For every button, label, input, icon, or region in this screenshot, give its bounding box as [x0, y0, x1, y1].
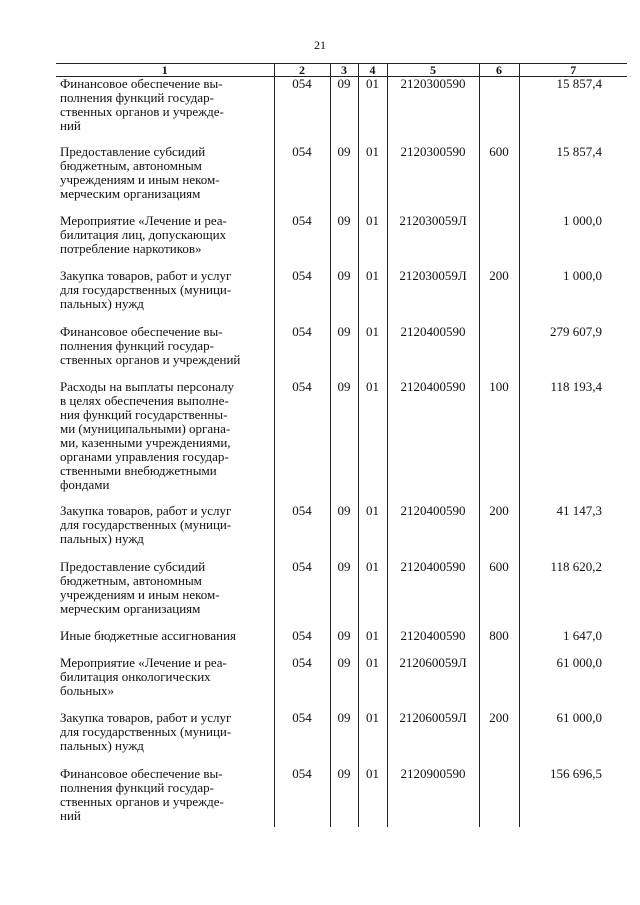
subsection-cell: 01 — [358, 325, 387, 380]
table-row — [56, 504, 627, 560]
section-cell: 09 — [330, 504, 358, 560]
row-name-cell: Предоставление субсидий бюджетным, автономным учреждениям и иным неком- мерческим организациям — [60, 144, 220, 201]
expense-type-cell: 200 — [479, 711, 519, 767]
table-row — [56, 711, 627, 767]
subsection-cell: 01 — [358, 629, 387, 656]
table-body — [56, 77, 627, 828]
target-article-cell: 2120900590 — [387, 767, 479, 827]
row-name-cell: Иные бюджетные ассигнования — [60, 628, 237, 643]
target-article-cell: 212060059Л — [387, 711, 479, 767]
header-col-2: 2 — [274, 64, 330, 77]
section-cell: 09 — [330, 656, 358, 711]
target-article-cell: 2120400590 — [387, 380, 479, 504]
subsection-cell: 01 — [358, 145, 387, 214]
row-name-cell: Расходы на выплаты персоналу в целях обеспечения выполне- ния функций государственны- ми (муниципальными) органа- ми, казенными учреждениями, органами управления государ- ственными внебюджетными фондами — [60, 379, 235, 492]
chapter-code-cell: 054 — [274, 380, 330, 504]
table-header-row — [56, 64, 627, 77]
expense-type-cell — [479, 77, 519, 146]
header-col-6: 6 — [479, 64, 519, 77]
table-row — [56, 269, 627, 325]
amount-cell: 1 000,0 — [519, 214, 627, 269]
chapter-code-cell: 054 — [274, 77, 330, 146]
row-name-cell: Закупка товаров, работ и услуг для государственных (муници- пальных) нужд — [60, 710, 232, 753]
row-name-cell: Финансовое обеспечение вы- полнения функций государ- ственных органов и учреждений — [60, 324, 241, 367]
expense-type-cell — [479, 656, 519, 711]
amount-cell: 1 647,0 — [519, 629, 627, 656]
header-col-4: 4 — [358, 64, 387, 77]
amount-cell: 61 000,0 — [519, 656, 627, 711]
header-col-7: 7 — [519, 64, 627, 77]
row-name-cell: Мероприятие «Лечение и реа- билитация лиц, допускающих потребление наркотиков» — [60, 213, 227, 256]
expense-type-cell — [479, 767, 519, 827]
amount-cell: 61 000,0 — [519, 711, 627, 767]
chapter-code-cell: 054 — [274, 656, 330, 711]
expense-type-cell — [479, 325, 519, 380]
amount-cell: 1 000,0 — [519, 269, 627, 325]
subsection-cell: 01 — [358, 380, 387, 504]
amount-cell: 118 620,2 — [519, 560, 627, 629]
table-row — [56, 214, 627, 269]
table-row — [56, 145, 627, 214]
chapter-code-cell: 054 — [274, 504, 330, 560]
section-cell: 09 — [330, 325, 358, 380]
amount-cell: 156 696,5 — [519, 767, 627, 827]
subsection-cell: 01 — [358, 656, 387, 711]
amount-cell: 279 607,9 — [519, 325, 627, 380]
target-article-cell: 212060059Л — [387, 656, 479, 711]
header-col-5: 5 — [387, 64, 479, 77]
section-cell: 09 — [330, 145, 358, 214]
target-article-cell: 2120400590 — [387, 504, 479, 560]
amount-cell: 15 857,4 — [519, 145, 627, 214]
table-row — [56, 380, 627, 504]
table-row — [56, 656, 627, 711]
chapter-code-cell: 054 — [274, 214, 330, 269]
chapter-code-cell: 054 — [274, 629, 330, 656]
row-name-cell: Закупка товаров, работ и услуг для государственных (муници- пальных) нужд — [60, 268, 232, 311]
table-row — [56, 77, 627, 146]
section-cell: 09 — [330, 77, 358, 146]
chapter-code-cell: 054 — [274, 560, 330, 629]
row-name-cell: Финансовое обеспечение вы- полнения функций государ- ственных органов и учрежде- ний — [60, 76, 224, 133]
page-number: 21 — [314, 38, 326, 52]
expense-type-cell: 800 — [479, 629, 519, 656]
target-article-cell: 2120300590 — [387, 145, 479, 214]
expense-type-cell: 600 — [479, 560, 519, 629]
table-row — [56, 767, 627, 827]
section-cell: 09 — [330, 560, 358, 629]
target-article-cell: 212030059Л — [387, 269, 479, 325]
expense-type-cell: 600 — [479, 145, 519, 214]
expense-type-cell: 200 — [479, 269, 519, 325]
section-cell: 09 — [330, 214, 358, 269]
section-cell: 09 — [330, 767, 358, 827]
subsection-cell: 01 — [358, 767, 387, 827]
row-name-cell: Предоставление субсидий бюджетным, автономным учреждениям и иным неком- мерческим организациям — [60, 559, 220, 616]
subsection-cell: 01 — [358, 504, 387, 560]
subsection-cell: 01 — [358, 214, 387, 269]
header-col-3: 3 — [330, 64, 358, 77]
section-cell: 09 — [330, 629, 358, 656]
chapter-code-cell: 054 — [274, 767, 330, 827]
amount-cell: 15 857,4 — [519, 77, 627, 146]
chapter-code-cell: 054 — [274, 711, 330, 767]
target-article-cell: 212030059Л — [387, 214, 479, 269]
section-cell: 09 — [330, 711, 358, 767]
subsection-cell: 01 — [358, 269, 387, 325]
section-cell: 09 — [330, 380, 358, 504]
target-article-cell: 2120400590 — [387, 560, 479, 629]
subsection-cell: 01 — [358, 560, 387, 629]
section-cell: 09 — [330, 269, 358, 325]
chapter-code-cell: 054 — [274, 145, 330, 214]
table-row — [56, 629, 627, 656]
table-row — [56, 560, 627, 629]
target-article-cell: 2120300590 — [387, 77, 479, 146]
amount-cell: 41 147,3 — [519, 504, 627, 560]
chapter-code-cell: 054 — [274, 269, 330, 325]
header-col-1: 1 — [56, 64, 274, 77]
chapter-code-cell: 054 — [274, 325, 330, 380]
budget-table — [56, 63, 627, 827]
expense-type-cell: 100 — [479, 380, 519, 504]
row-name-cell: Финансовое обеспечение вы- полнения функций государ- ственных органов и учрежде- ний — [60, 766, 224, 823]
amount-cell: 118 193,4 — [519, 380, 627, 504]
target-article-cell: 2120400590 — [387, 325, 479, 380]
row-name-cell: Мероприятие «Лечение и реа- билитация онкологических больных» — [60, 655, 227, 698]
table-row — [56, 325, 627, 380]
row-name-cell: Закупка товаров, работ и услуг для государственных (муници- пальных) нужд — [60, 503, 232, 546]
target-article-cell: 2120400590 — [387, 629, 479, 656]
subsection-cell: 01 — [358, 77, 387, 146]
subsection-cell: 01 — [358, 711, 387, 767]
expense-type-cell — [479, 214, 519, 269]
expense-type-cell: 200 — [479, 504, 519, 560]
